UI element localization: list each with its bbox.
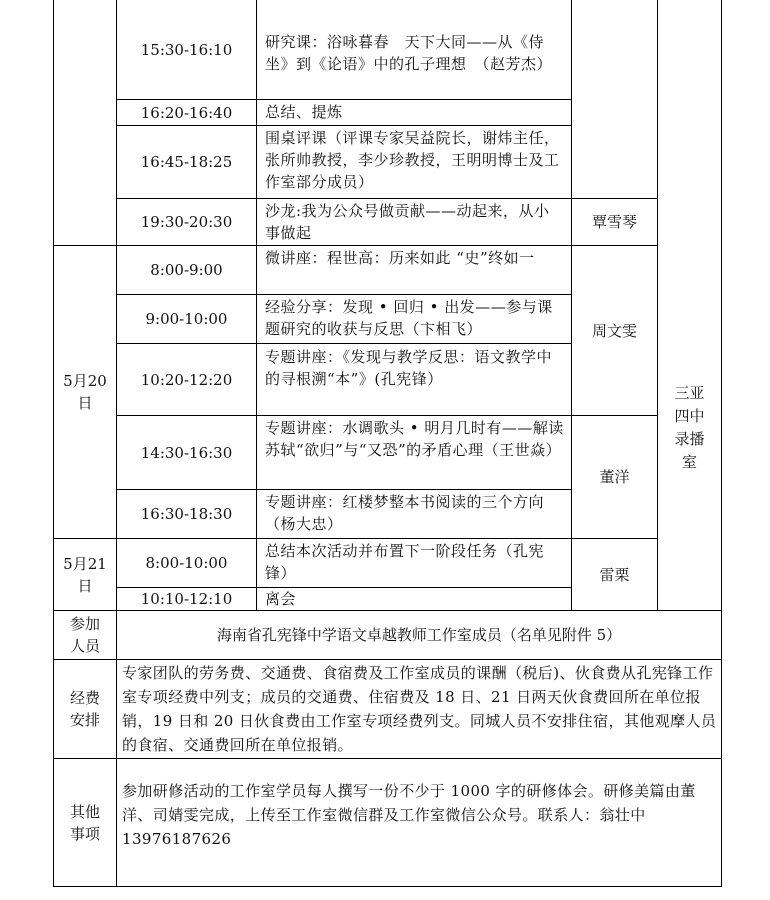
time-cell: 10:20-12:20 bbox=[140, 370, 233, 389]
funding-label: 经费安排 bbox=[69, 689, 100, 729]
host-cell: 覃雪琴 bbox=[591, 213, 637, 231]
time-cell: 15:30-16:10 bbox=[140, 40, 233, 59]
host-cell: 周文雯 bbox=[591, 321, 637, 340]
section-separator bbox=[53, 758, 722, 759]
time-cell: 9:00-10:00 bbox=[145, 310, 228, 328]
participants-value: 海南省孔宪锋中学语文卓越教师工作室成员（名单见附件 5） bbox=[216, 626, 622, 644]
content-cell: 围桌评课（评课专家吴益院长，谢炜主任，张所帅教授，李少珍教授，王明明博士及工作室部分成员） bbox=[265, 129, 560, 191]
time-cell: 8:00-9:00 bbox=[150, 261, 223, 279]
content-cell: 离会 bbox=[265, 590, 297, 608]
time-cell: 8:00-10:00 bbox=[145, 554, 228, 572]
content-cell: 微讲座：程世高：历来如此 “史”终如一 bbox=[265, 249, 535, 267]
location-cell: 三亚四中录播室 bbox=[674, 384, 705, 471]
content-cell: 研究课：浴咏暮春 天下大同——从《侍坐》到《论语》中的孔子理想 （赵芳杰） bbox=[265, 33, 553, 73]
time-cell: 16:20-16:40 bbox=[140, 103, 233, 122]
time-cell: 16:30-18:30 bbox=[140, 505, 233, 523]
funding-value: 专家团队的劳务费、交通费、食宿费及工作室成员的课酬（税后)、伙食费从孔宪锋工作室专项经费中列支；成员的交通费、住宿费及 18 日、21 日两天伙食费回所在单位报销，19 日和 20 日伙食费由工作室专项经费列支。同城人员不安排住宿，其他观摩人员的食宿、交通费回所在单位报销。 bbox=[122, 664, 717, 754]
table-border-right bbox=[721, 0, 722, 886]
date-cell: 5月20日 bbox=[63, 372, 107, 412]
other-label: 其他事项 bbox=[69, 802, 100, 843]
time-cell: 16:45-18:25 bbox=[140, 153, 233, 171]
host-cell: 雷栗 bbox=[599, 565, 630, 584]
content-cell: 总结、提炼 bbox=[265, 103, 343, 121]
table-border-bottom bbox=[53, 886, 722, 887]
other-value: 参加研修活动的工作室学员每人撰写一份不少于 1000 字的研修体会。研修美篇由董洋、司婧雯完成，上传至工作室微信群及工作室微信公众号。联系人：翁壮中 13976187626 bbox=[122, 782, 696, 848]
content-cell: 总结本次活动并布置下一阶段任务（孔宪锋） bbox=[265, 542, 545, 582]
section-separator bbox=[53, 659, 722, 660]
time-cell: 10:10-12:10 bbox=[140, 590, 233, 608]
time-cell: 19:30-20:30 bbox=[140, 213, 233, 231]
date-cell: 5月21日 bbox=[63, 554, 107, 595]
time-cell: 14:30-16:30 bbox=[140, 443, 233, 462]
content-cell: 沙龙:我为公众号做贡献——动起来，从小事做起 bbox=[265, 202, 550, 242]
content-cell: 专题讲座：水调歌头 • 明月几时有——解读苏轼“欲归”与“又恐”的矛盾心理（王世焱） bbox=[265, 419, 564, 459]
content-cell: 专题讲座：《发现与教学反思：语文教学中的寻根溯“本”》(孔宪锋） bbox=[265, 348, 553, 388]
content-cell: 专题讲座：红楼梦整本书阅读的三个方向（杨大忠） bbox=[265, 493, 545, 533]
content-cell: 经验分享：发现 • 回归 • 出发——参与课题研究的收获与反思（卞相飞） bbox=[265, 298, 553, 338]
host-cell: 董洋 bbox=[599, 468, 630, 486]
participants-label: 参加人员 bbox=[69, 615, 100, 655]
